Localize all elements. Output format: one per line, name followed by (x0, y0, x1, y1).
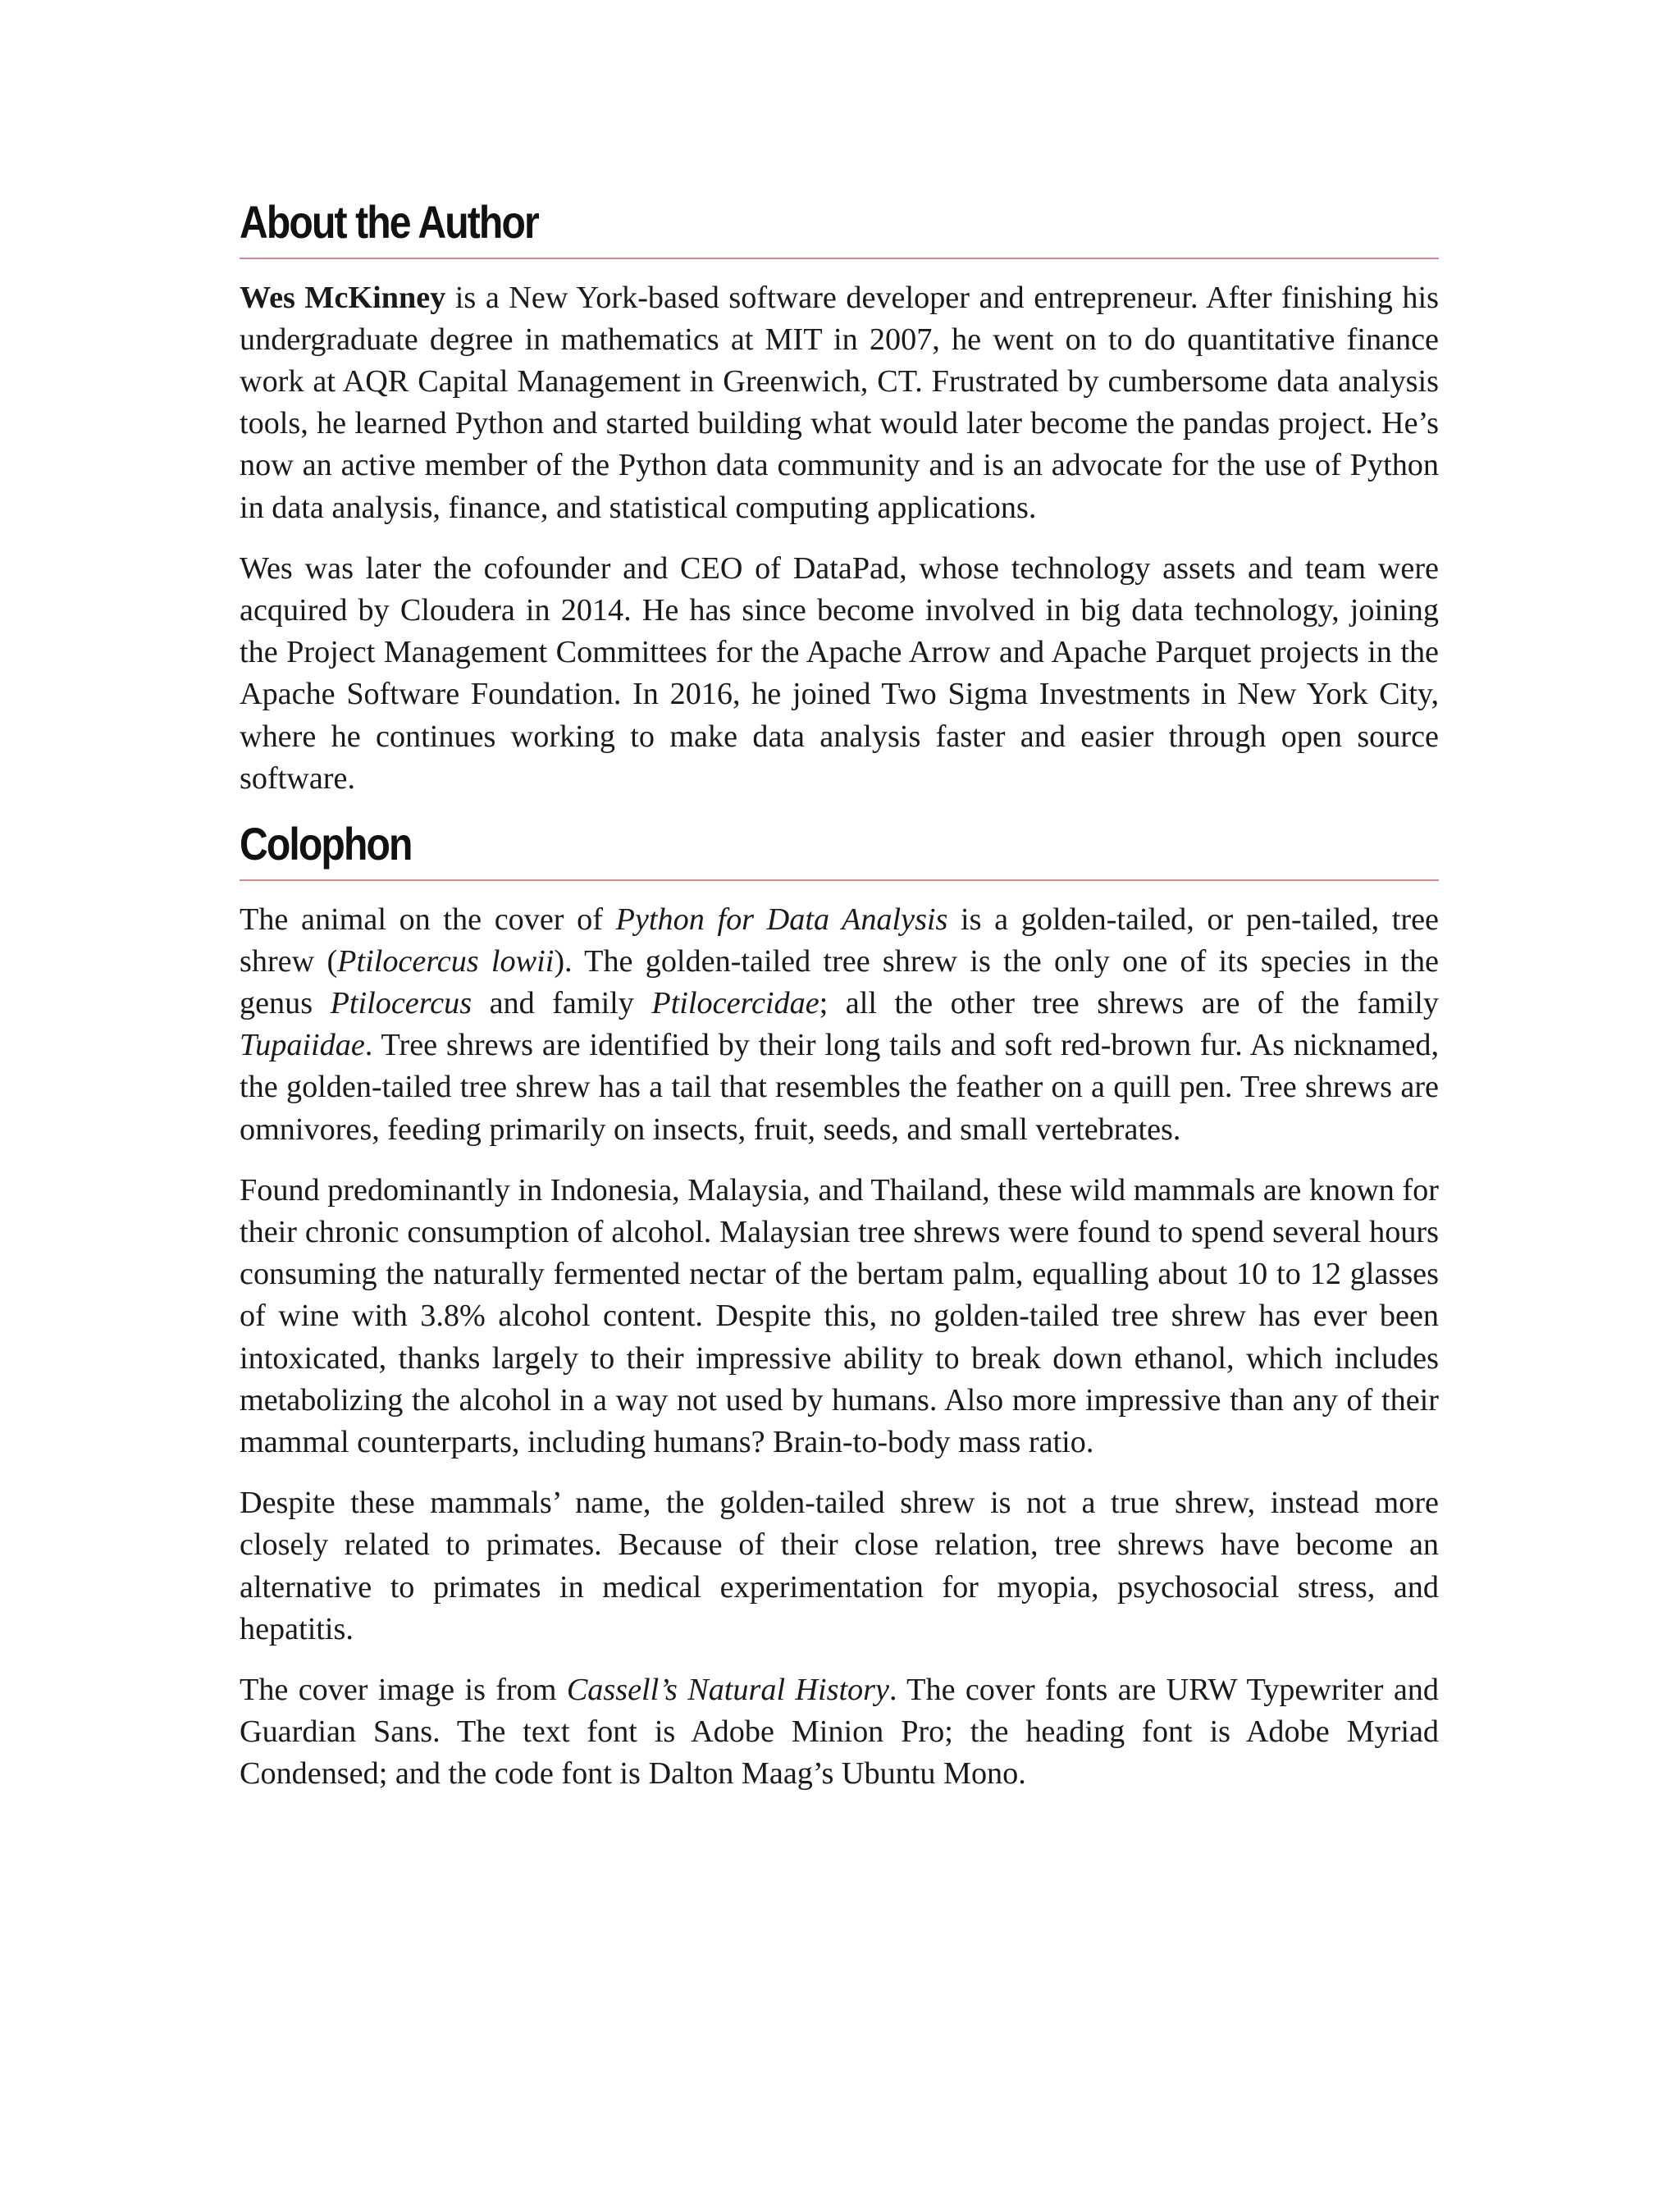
page-content (240, 197, 1439, 1815)
heading-divider (240, 879, 1439, 881)
colophon-paragraph-3: Despite these mammals’ name, the golden-tailed shrew is not a true shrew, instead more closely related to primates. Because of their close relation, tree shrews have become an alternative to primates in medical experimentation for myopia, psychosocial stress, and hepatitis. (240, 1486, 1439, 1646)
text-run: . The cover fonts are URW Typewriter and Guardian Sans. The text font is Adobe Minion Pro; the heading font is Adobe Myriad Condensed; and the code font is Dalton Maag’s Ubuntu Mono. (240, 1673, 1439, 1792)
colophon-heading: Colophon (240, 818, 412, 870)
species-name: Ptilocercus lowii (337, 943, 555, 979)
family-name: Tupaiidae (240, 1028, 365, 1063)
heading-divider (240, 258, 1439, 259)
about-author-paragraph-1 (240, 277, 1439, 529)
colophon-paragraph-2: Found predominantly in Indonesia, Malaysia, and Thailand, these wild mammals are known for their chronic consumption of alcohol. Malaysian tree shrews were found to spend several hours consuming the naturally fermented nectar of the bertam palm, equalling about 10 to 12 glasses of wine with 3.8% alcohol content. Despite this, no golden-tailed tree shrew has ever been intoxicated, thanks largely to their impressive ability to break down ethanol, which includes metabolizing the alcohol in a way not used by humans. Also more impressive than any of their mammal counterparts, including humans? Brain-to-body mass ratio. (240, 1172, 1439, 1460)
family-name: Ptilocercidae (651, 986, 819, 1021)
book-title: Python for Data Analysis (615, 902, 948, 937)
genus-name: Ptilocercus (330, 986, 472, 1021)
text-run: is a golden-tailed, or pen-tailed, tree shrew ( (240, 902, 1439, 979)
text-run: The animal on the cover of (240, 902, 616, 937)
text-run: . Tree shrews are identified by their long tails and soft red-brown fur. As nicknamed, the golden-tailed tree shrew has a tail that resembles the feather on a quill pen. Tree shrews are omnivores, feeding primarily on insects, fruit, seeds, and small vertebrates. (240, 1028, 1439, 1147)
text-run: The cover image is from (240, 1673, 567, 1708)
author-name: Wes McKinney (240, 280, 446, 315)
about-author-paragraph-2: Wes was later the cofounder and CEO of DataPad, whose technology assets and team were acquired by Cloudera in 2014. He has since become involved in big data technology, joining the Project Management Committees for the Apache Arrow and Apache Parquet projects in the Apache Software Foundation. In 2016, he joined Two Sigma Investments in New York City, where he continues working to make data analysis faster and easier through open source software. (240, 550, 1439, 796)
text-run: and family (472, 986, 652, 1021)
about-author-heading: About the Author (240, 196, 538, 248)
text-run: ). The golden-tailed tree shrew is the only one of its species in the genus (240, 943, 1440, 1021)
colophon-paragraph-1 (240, 899, 1439, 1151)
text-run: ; all the other tree shrews are of the family (819, 986, 1439, 1021)
about-author-paragraph-1-text: is a New York-based software developer and entrepreneur. After finishing his undergraduate degree in mathematics at MIT in 2007, he went on to do quantitative finance work at AQR Capital Management in Greenwich, CT. Frustrated by cumbersome data analysis tools, he learned Python and started building what would later become the pandas project. He’s now an active member of the Python data community and is an advocate for the use of Python in data analysis, finance, and statistical computing applications. (240, 280, 1439, 525)
source-title: Cassell’s Natural History (566, 1673, 889, 1708)
colophon-paragraph-4 (240, 1669, 1439, 1796)
